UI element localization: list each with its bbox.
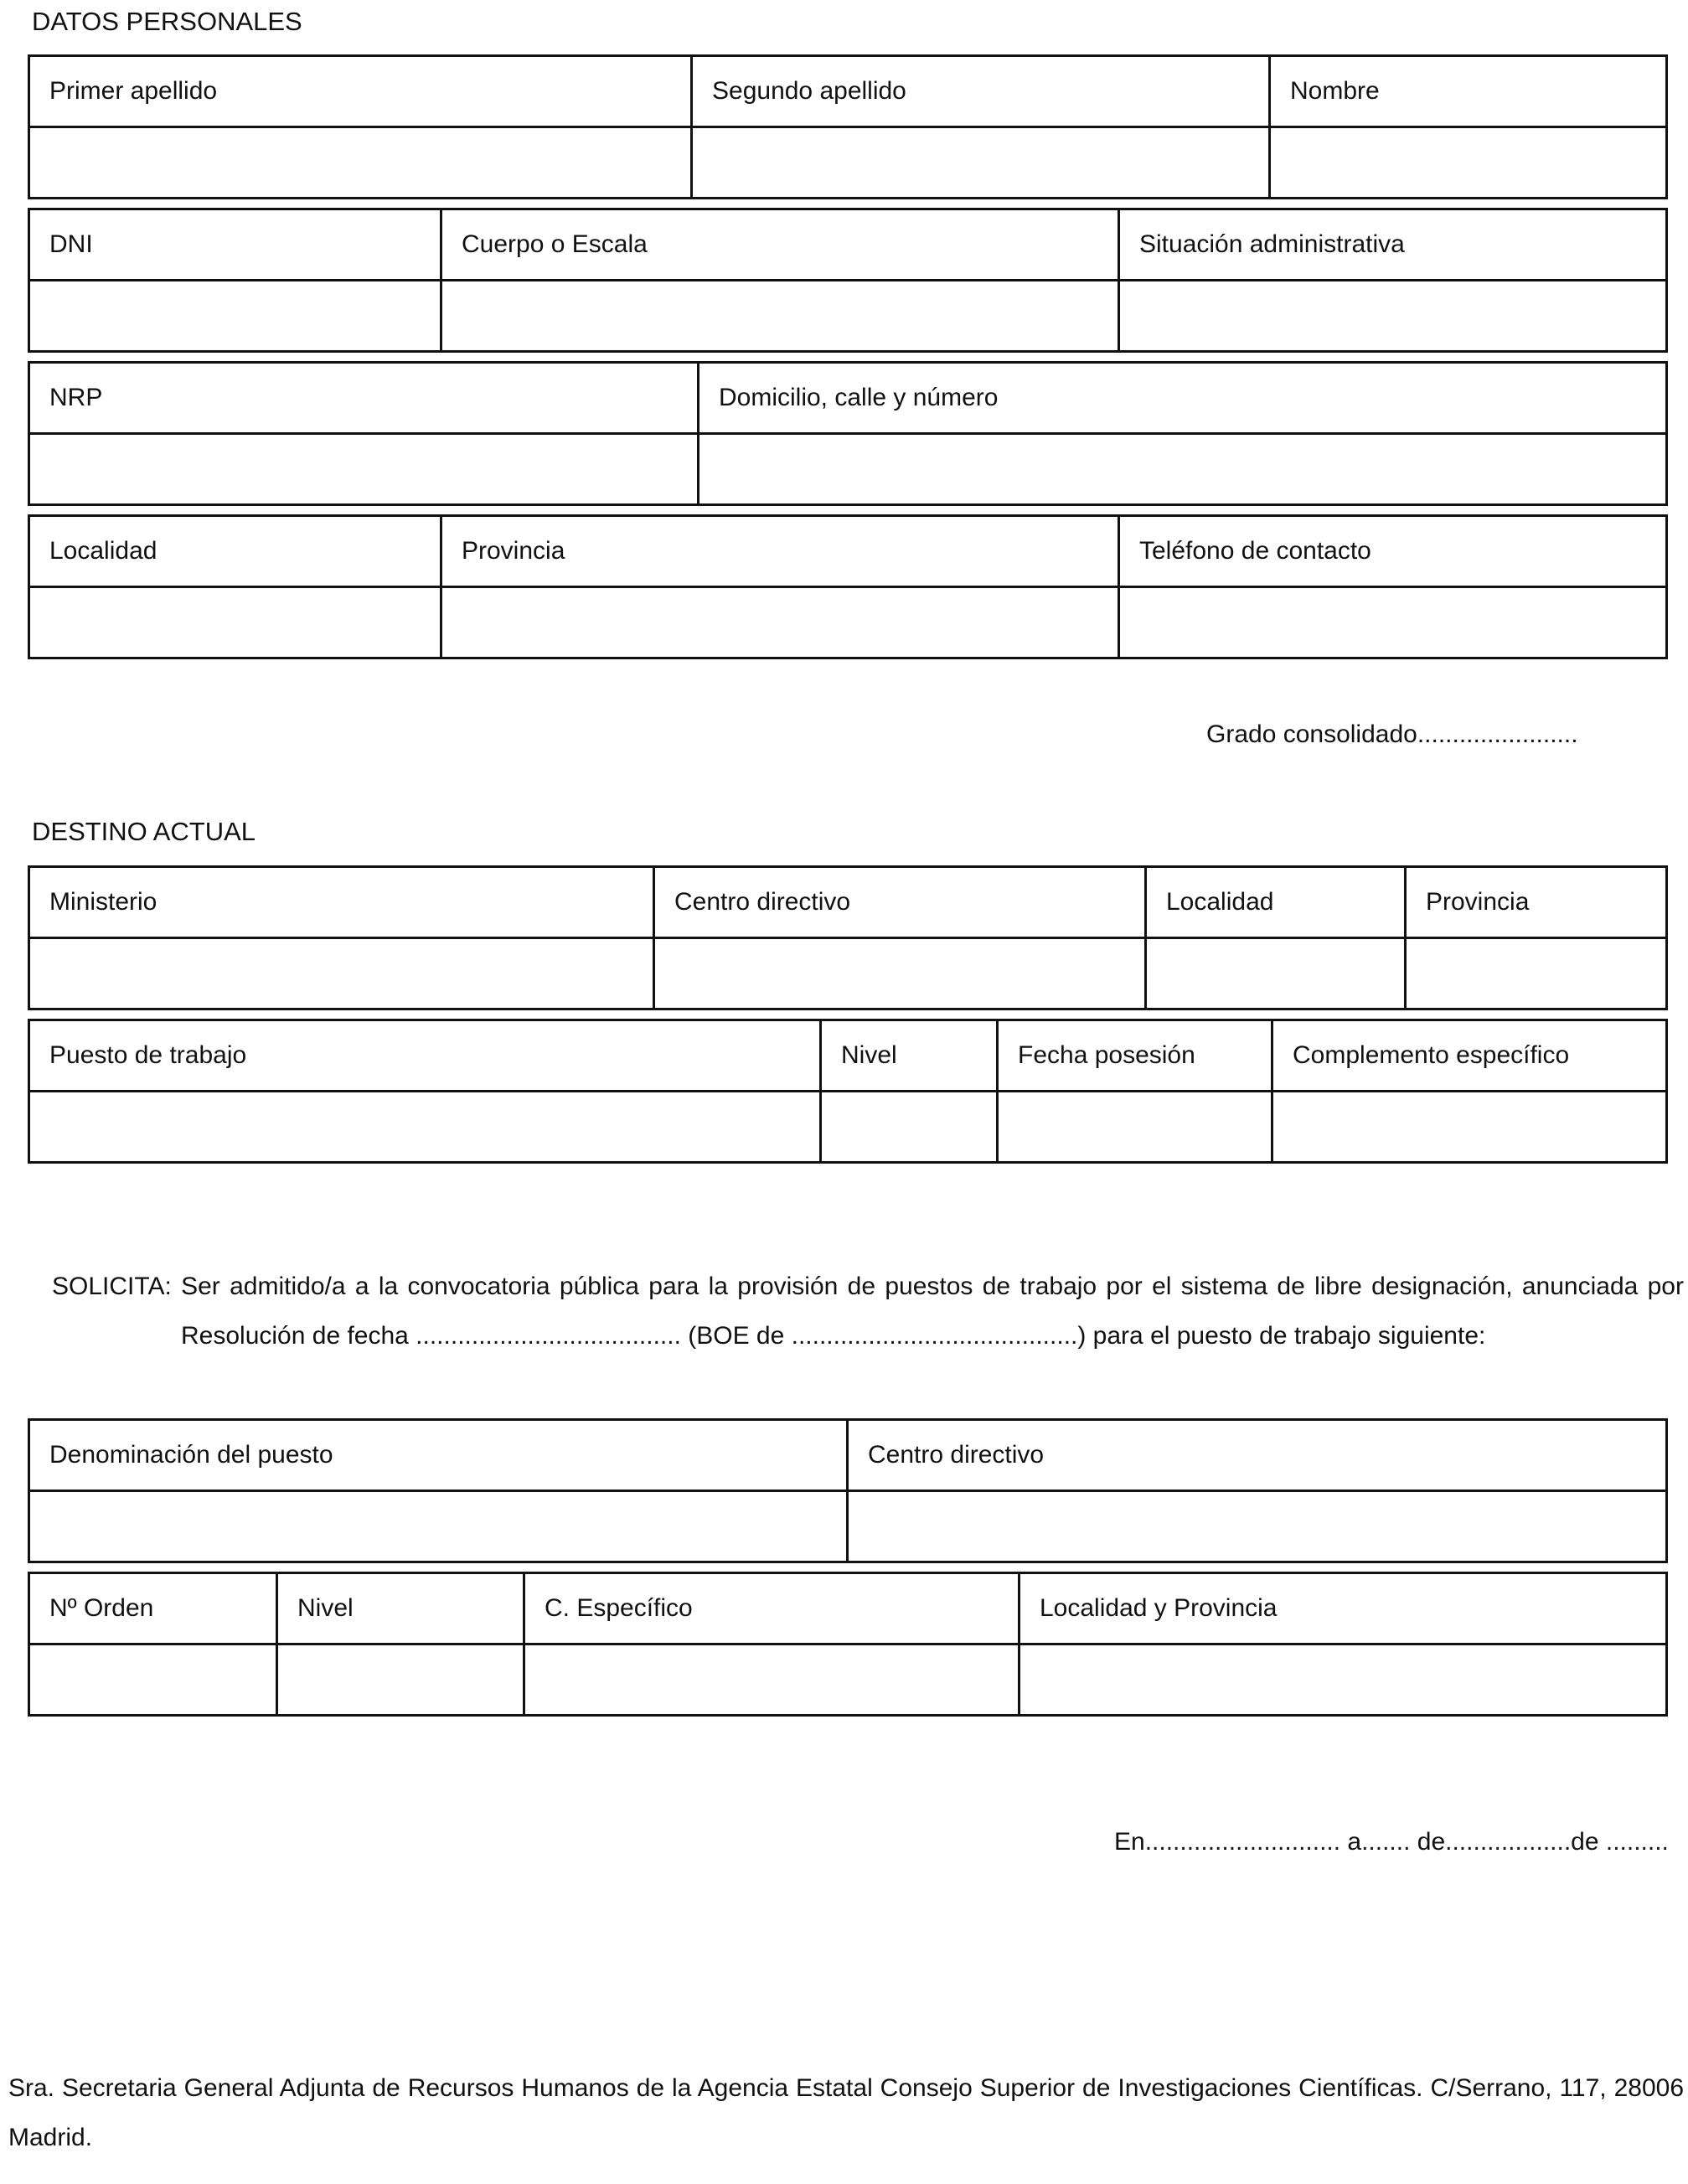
- centro-directivo-label: Centro directivo: [654, 867, 1146, 938]
- domicilio-label: Domicilio, calle y número: [699, 363, 1667, 434]
- c-especifico-label: C. Específico: [524, 1573, 1020, 1644]
- localidad-table: [28, 514, 1668, 659]
- telefono-label: Teléfono de contacto: [1119, 516, 1667, 587]
- localidad-provincia-label: Localidad y Provincia: [1020, 1573, 1667, 1644]
- section-title-destino-actual: DESTINO ACTUAL: [32, 817, 256, 846]
- ministerio-label: Ministerio: [29, 867, 654, 938]
- nombre-label: Nombre: [1270, 56, 1667, 127]
- situacion-administrativa-label: Situación administrativa: [1119, 209, 1667, 281]
- fecha-posesion-label: Fecha posesión: [998, 1020, 1272, 1092]
- provincia-field[interactable]: [442, 588, 1118, 657]
- situacion-administrativa-field[interactable]: [1120, 281, 1665, 350]
- destino-localidad-label: Localidad: [1146, 867, 1406, 938]
- grado-consolidado[interactable]: Grado consolidado.......................: [1206, 720, 1578, 748]
- complemento-especifico-field[interactable]: [1273, 1092, 1665, 1161]
- localidad-field[interactable]: [30, 588, 440, 657]
- denominacion-puesto-label: Denominación del puesto: [29, 1420, 848, 1491]
- dni-label: DNI: [29, 209, 441, 281]
- c-especifico-field[interactable]: [525, 1645, 1018, 1714]
- provincia-label: Provincia: [441, 516, 1119, 587]
- solicita-line-1: SOLICITA: Ser admitido/a a la convocatoria pública para la provisión de puestos de trabajo por el sistema de libre designación, anunciada por: [52, 1273, 1684, 1300]
- cuerpo-escala-field[interactable]: [442, 281, 1118, 350]
- telefono-field[interactable]: [1120, 588, 1665, 657]
- solicita-line-2[interactable]: Resolución de fecha ...................................... (BOE de .........................................) para el puesto de trabajo siguiente:: [181, 1322, 1486, 1350]
- destino-table-2: [28, 1019, 1668, 1164]
- destinatario-line-2: Madrid.: [8, 2124, 93, 2151]
- localidad-provincia-field[interactable]: [1020, 1645, 1665, 1714]
- puesto-solicitado-table-1: [28, 1418, 1668, 1563]
- destino-localidad-field[interactable]: [1147, 939, 1404, 1008]
- puesto-solicitado-table-2: [28, 1572, 1668, 1717]
- names-table: [28, 54, 1668, 199]
- complemento-especifico-label: Complemento específico: [1272, 1020, 1667, 1092]
- centro-directivo-field[interactable]: [655, 939, 1144, 1008]
- localidad-label: Localidad: [29, 516, 441, 587]
- denominacion-puesto-field[interactable]: [30, 1492, 846, 1561]
- fecha-lugar[interactable]: En............................ a....... de..................de .........: [1114, 1828, 1669, 1856]
- segundo-apellido-label: Segundo apellido: [692, 56, 1270, 127]
- nrp-field[interactable]: [30, 435, 697, 503]
- primer-apellido-label: Primer apellido: [29, 56, 692, 127]
- primer-apellido-field[interactable]: [30, 128, 690, 197]
- nombre-field[interactable]: [1271, 128, 1665, 197]
- domicilio-field[interactable]: [699, 435, 1665, 503]
- destinatario-line-1: Sra. Secretaria General Adjunta de Recursos Humanos de la Agencia Estatal Consejo Superior de Investigaciones Científicas. C/Serrano, 117, 28006: [8, 2074, 1684, 2102]
- destino-provincia-label: Provincia: [1406, 867, 1667, 938]
- solicitado-nivel-label: Nivel: [277, 1573, 524, 1644]
- solicitado-centro-directivo-label: Centro directivo: [848, 1420, 1667, 1491]
- numero-orden-field[interactable]: [30, 1645, 276, 1714]
- destino-table-1: [28, 865, 1668, 1010]
- solicitado-nivel-field[interactable]: [278, 1645, 523, 1714]
- nrp-label: NRP: [29, 363, 699, 434]
- puesto-trabajo-field[interactable]: [30, 1092, 819, 1161]
- solicitado-centro-directivo-field[interactable]: [849, 1492, 1665, 1561]
- dni-table: [28, 208, 1668, 353]
- nivel-field[interactable]: [822, 1092, 996, 1161]
- section-title-datos-personales: DATOS PERSONALES: [32, 7, 302, 36]
- nrp-table: [28, 361, 1668, 506]
- cuerpo-escala-label: Cuerpo o Escala: [441, 209, 1119, 281]
- puesto-trabajo-label: Puesto de trabajo: [29, 1020, 821, 1092]
- numero-orden-label: Nº Orden: [29, 1573, 277, 1644]
- ministerio-field[interactable]: [30, 939, 653, 1008]
- nivel-label: Nivel: [821, 1020, 998, 1092]
- destino-provincia-field[interactable]: [1407, 939, 1665, 1008]
- segundo-apellido-field[interactable]: [693, 128, 1268, 197]
- fecha-posesion-field[interactable]: [999, 1092, 1271, 1161]
- dni-field[interactable]: [30, 281, 440, 350]
